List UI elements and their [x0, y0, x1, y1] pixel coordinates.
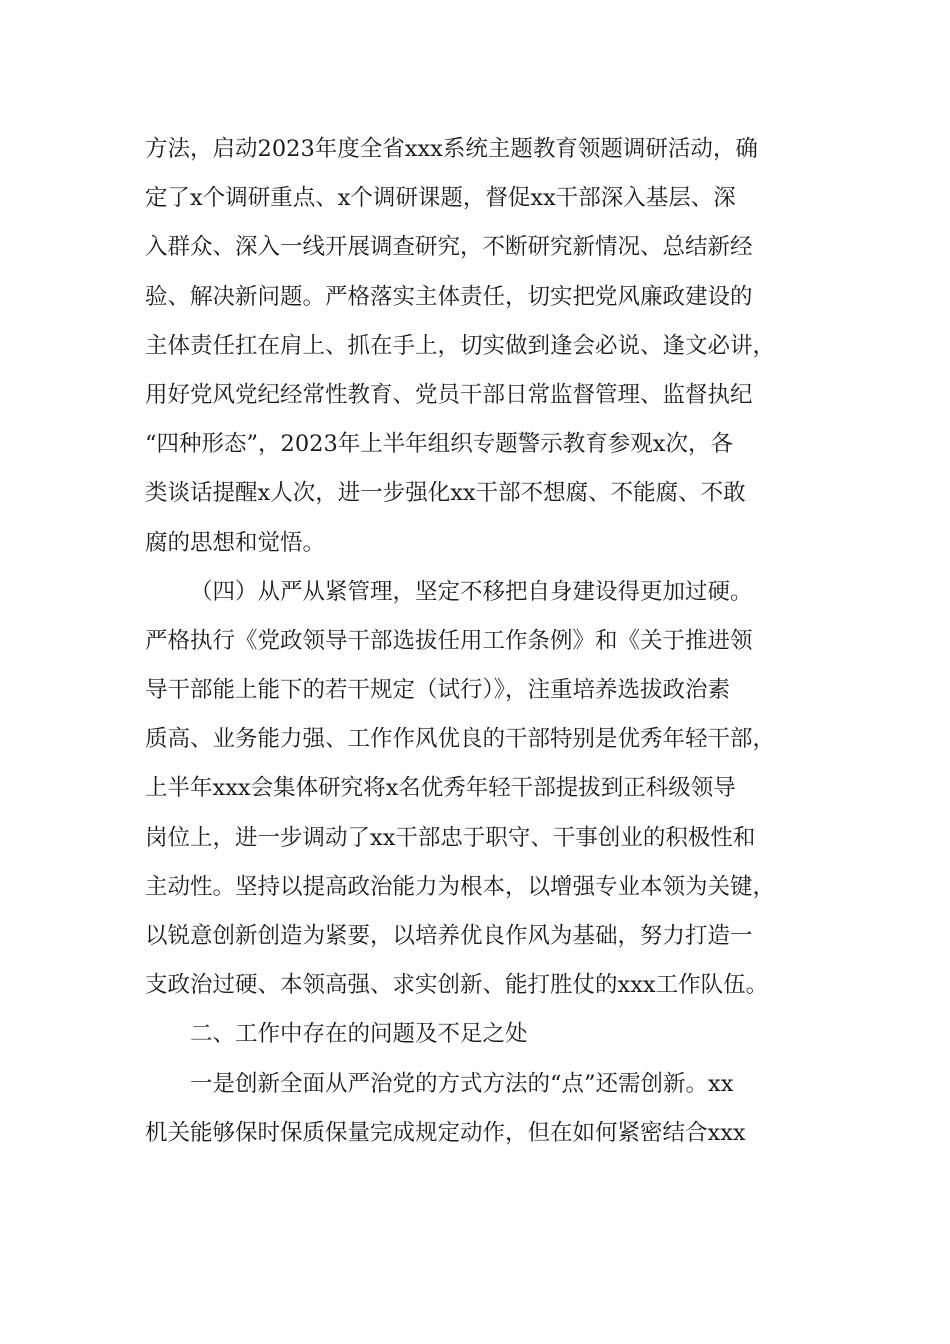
section-heading: （四）从严从紧管理，坚定不移把自身建设得更加过硬。: [190, 578, 753, 605]
text-line: 方法，启动2023年度全省xxx系统主题教育领题调研活动，确: [145, 136, 758, 162]
section-heading: 二、工作中存在的问题及不足之处: [190, 1021, 528, 1048]
text-line: 类谈话提醒x人次，进一步强化xx干部不想腐、不能腐、不敢: [145, 480, 746, 507]
text-line: 主体责任扛在肩上、抓在手上，切实做到逢会必说、逢文必讲，: [145, 332, 776, 359]
document-body: [145, 125, 805, 1158]
text-line: 机关能够保时保质保量完成规定动作，但在如何紧密结合xxx: [145, 1119, 746, 1146]
text-line: 验、解决新问题。严格落实主体责任，切实把党风廉政建设的: [145, 283, 753, 310]
text-line: “四种形态”，2023年上半年组织专题警示教育参观x次，各: [145, 431, 733, 458]
text-line: 岗位上，进一步调动了xx干部忠于职守、干事创业的积极性和: [145, 824, 756, 851]
text-line: 一是创新全面从严治党的方式方法的“点”还需创新。xx: [190, 1070, 734, 1097]
text-line: 以锐意创新创造为紧要，以培养优良作风为基础，努力打造一: [145, 923, 753, 949]
text-line: 支政治过硬、本领高强、求实创新、能打胜仗的xxx工作队伍。: [145, 972, 769, 999]
text-line: 主动性。坚持以提高政治能力为根本，以增强专业本领为关键，: [145, 873, 776, 900]
text-line: 用好党风党纪经常性教育、党员干部日常监督管理、监督执纪: [145, 381, 753, 408]
text-line: 定了x个调研重点、x个调研课题，督促xx干部深入基层、深: [145, 185, 736, 212]
text-line: 腐的思想和觉悟。: [145, 529, 326, 556]
text-line: 上半年xxx会集体研究将x名优秀年轻干部提拔到正科级领导: [145, 775, 736, 802]
text-line: 导干部能上能下的若干规定（试行）》，注重培养选拔政治素: [145, 677, 731, 704]
text-line: 入群众、深入一线开展调查研究，不断研究新情况、总结新经: [145, 234, 753, 261]
text-line: 严格执行《党政领导干部选拔任用工作条例》和《关于推进领: [145, 627, 753, 654]
text-line: 质高、业务能力强、工作作风优良的干部特别是优秀年轻干部，: [145, 726, 776, 753]
